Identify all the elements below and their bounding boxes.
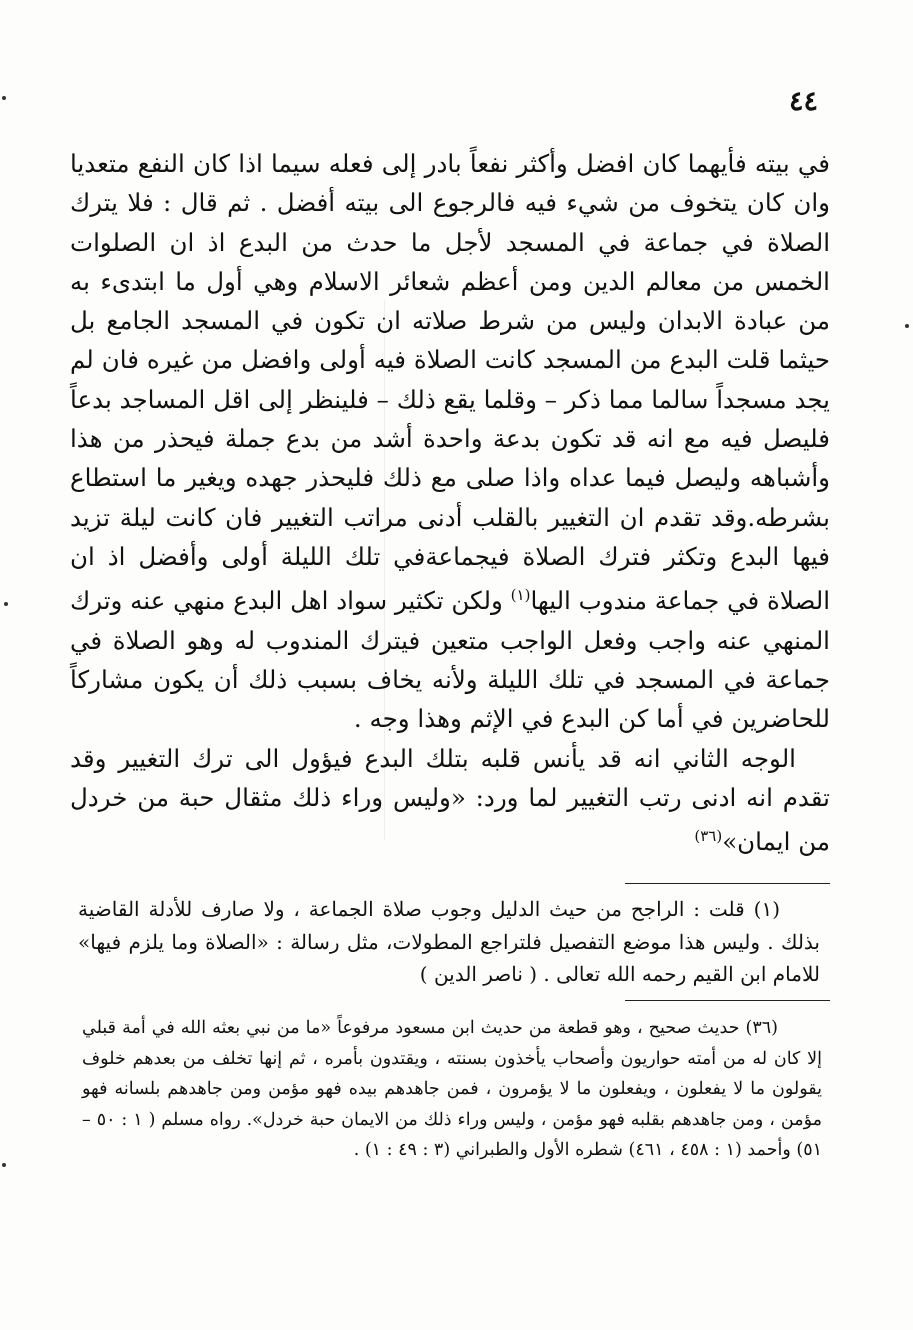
main-text [70, 144, 830, 862]
scan-speck [4, 602, 8, 606]
page-number: ٤٤ [788, 86, 818, 117]
paragraph-2 [70, 739, 830, 862]
scan-speck [905, 324, 909, 328]
footnote-separator-1 [625, 883, 830, 884]
scan-speck [2, 1163, 6, 1167]
page-crease [384, 300, 385, 840]
paragraph-1-text: في بيته فأيهما كان افضل وأكثر نفعاً بادر إلى فعله سيما اذا كان النفع متعديا وان كان يتخوف من شيء فيه فالرجوع الى بيته أفضل . ثم قال : فلا يترك الصلاة في جماعة في المسجد لأجل ما حدث من البدع اذ ان الصلوات الخمس من معالم الدين ومن أعظم شعائر الاسلام وهي أول ما ابتدىء به من عبادة الابدان وليس من شرط صلاته ان تكون في المسجد الجامع بل حيثما قلت البدع من المسجد كانت الصلاة فيه أولى وافضل من غيره فان لم يجد مسجداً سالما مما ذكر – وقلما يقع ذلك – فلينظر إلى اقل المساجد بدعاً فليصل فيه مع انه قد تكون بدعة واحدة أشد من بدع جملة فيحذر من هذا وأشباهه وليصل فيما عداه واذا صلى مع ذلك فليحذر جهده ويغير ما استطاع بشرطه.وقد تقدم ان التغيير بالقلب أدنى مراتب التغيير فان كانت ليلة تزيد فيها البدع وتكثر فترك الصلاة فيجماعةفي تلك الليلة أولى وأفضل اذ ان الصلاة في جماعة مندوب اليها [70, 149, 830, 616]
footnote-1: (١) قلت : الراجح من حيث الدليل وجوب صلاة الجماعة ، ولا صارف للأدلة القاضية بذلك . وليس هذا موضع التفصيل فلتراجع المطولات، مثل رسالة : «الصلاة وما يلزم فيها» للامام ابن القيم رحمه الله تعالى . ( ناصر الدين ) [78, 897, 820, 986]
footnote-ref-1: (١) [510, 586, 531, 605]
footnote-36: (٣٦) حديث صحيح ، وهو قطعة من حديث ابن مسعود مرفوعاً «ما من نبي بعثه الله في أمة قبلي إلا كان له من أمته حواريون وأصحاب يأخذون بسنته ، ويقتدون بأمره ، ثم إنها تخلف من بعدهم خلوف يقولون ما لا يفعلون ، ويفعلون ما لا يؤمرون ، فمن جاهدهم بيده فهو مؤمن ومن جاهدهم بلسانه فهو مؤمن ، ومن جاهدهم بقلبه فهو مؤمن ، وليس وراء ذلك من الايمان حبة خردل». رواه مسلم ( ١ : ٥٠ – ٥١) وأحمد (١ : ٤٥٨ ، ٤٦١) شطره الأول والطبراني (٣ : ٤٩ : ١) . [82, 1018, 822, 1160]
paragraph-1-continuation: ولكن تكثير سواد اهل البدع منهي عنه وترك المنهي عنه واجب وفعل الواجب متعين فيترك المندوب له وهو الصلاة في جماعة في المسجد في تلك الليلة ولأنه يخاف بسبب ذلك أن يكون مشاركاً للحاضرين في أما كن البدع في الإثم وهذا وجه . [70, 586, 830, 734]
paragraph-2-text: الوجه الثاني انه قد يأنس قلبه بتلك البدع فيؤول الى ترك التغيير وقد تقدم انه ادنى رتب التغيير لما ورد: «وليس وراء ذلك مثقال حبة من خردل من ايمان» [70, 743, 830, 857]
footnote-separator-2 [625, 1000, 830, 1001]
footnote-ref-36: (٣٦) [694, 827, 723, 846]
scan-speck [2, 96, 6, 100]
paragraph-1 [70, 144, 830, 739]
